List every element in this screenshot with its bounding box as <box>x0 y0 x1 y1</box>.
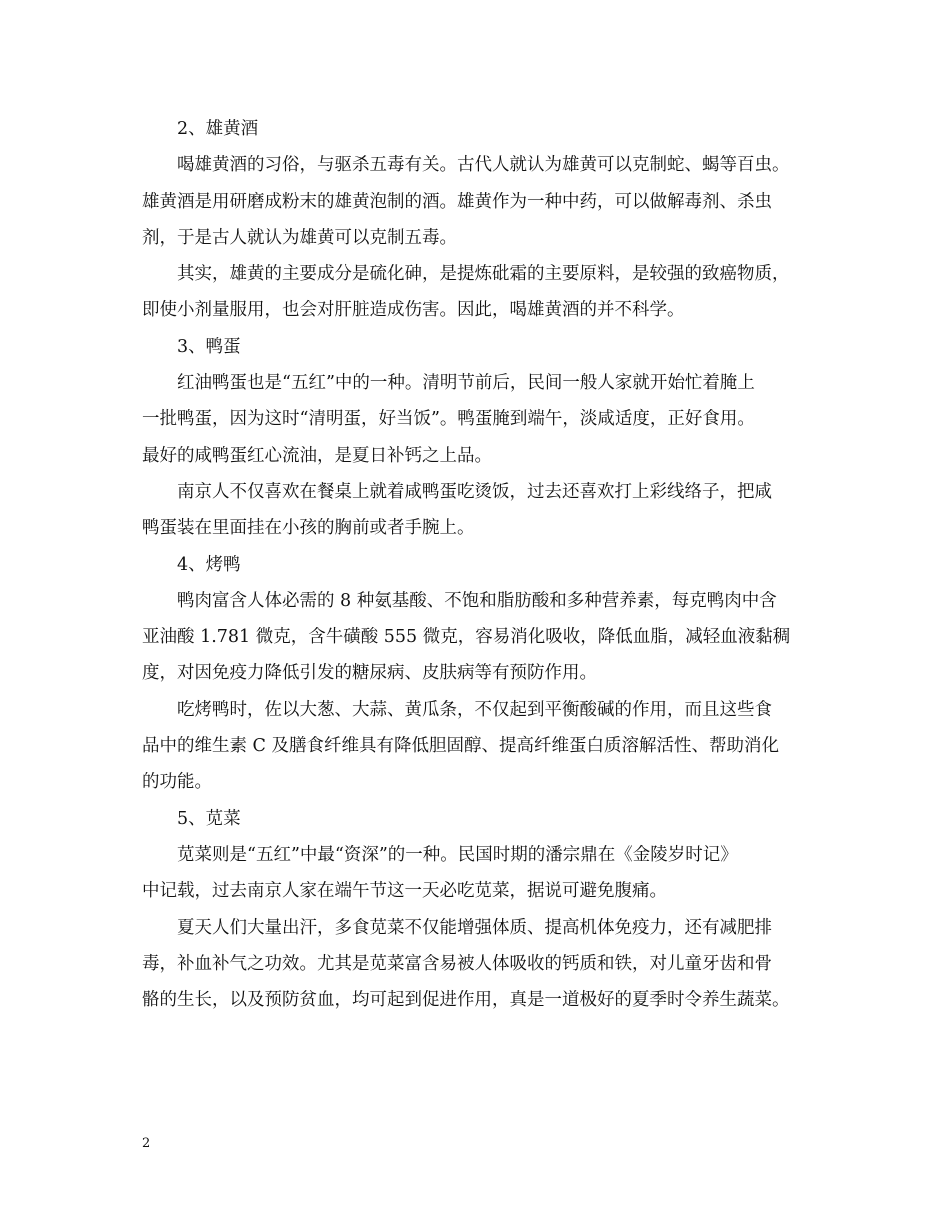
text-line: 2、雄黄酒 <box>177 119 259 139</box>
text-line: 即使小剂量服用，也会对肝脏造成伤害。因此，喝雄黄酒的并不科学。 <box>142 300 685 321</box>
text-line: 一批鸭蛋，因为这时“清明蛋，好当饭”。鸭蛋腌到端午，淡咸适度，正好食用。 <box>142 409 755 430</box>
text-line: 骼的生长，以及预防贫血，均可起到促进作用，真是一道极好的夏季时令养生蔬菜。 <box>142 990 790 1011</box>
text-line: 的功能。 <box>142 772 212 793</box>
page-number: 2 <box>142 1136 151 1151</box>
text-line: 4、烤鸭 <box>177 554 241 575</box>
text-line: 吃烤鸭时，佐以大葱、大蒜、黄瓜条，不仅起到平衡酸碱的作用，而且这些食 <box>177 699 772 720</box>
text-line: 雄黄酒是用研磨成粉末的雄黄泡制的酒。雄黄作为一种中药，可以做解毒剂、杀虫 <box>142 191 772 212</box>
document-body <box>142 111 818 1018</box>
text-line: 3、鸭蛋 <box>177 336 241 357</box>
text-line: 南京人不仅喜欢在餐桌上就着咸鸭蛋吃烫饭，过去还喜欢打上彩线络子，把咸 <box>177 481 772 502</box>
text-line: 亚油酸 1.781 微克，含牛磺酸 555 微克，容易消化吸收，降低血脂，减轻血液黏稠 <box>142 627 791 648</box>
text-line: 鸭肉富含人体必需的 8 种氨基酸、不饱和脂肪酸和多种营养素，每克鸭肉中含 <box>177 590 777 611</box>
text-line: 鸭蛋装在里面挂在小孩的胸前或者手腕上。 <box>142 518 475 539</box>
text-line: 品中的维生素 C 及膳食纤维具有降低胆固醇、提高纤维蛋白质溶解活性、帮助消化 <box>142 736 780 757</box>
text-line: 夏天人们大量出汗，多食苋菜不仅能增强体质、提高机体免疫力，还有减肥排 <box>177 917 772 938</box>
text-line: 最好的咸鸭蛋红心流油，是夏日补钙之上品。 <box>142 445 492 466</box>
text-line: 剂，于是古人就认为雄黄可以克制五毒。 <box>142 227 457 248</box>
text-line: 中记载，过去南京人家在端午节这一天必吃苋菜，据说可避免腹痛。 <box>142 881 667 902</box>
text-line: 红油鸭蛋也是“五红”中的一种。清明节前后，民间一般人家就开始忙着腌上 <box>177 373 755 394</box>
text-line: 其实，雄黄的主要成分是硫化砷，是提炼砒霜的主要原料，是较强的致癌物质， <box>177 264 790 285</box>
text-line: 度，对因免疫力降低引发的糖尿病、皮肤病等有预防作用。 <box>142 663 597 684</box>
text-line: 苋菜则是“五红”中最“资深”的一种。民国时期的潘宗鼎在《金陵岁时记》 <box>177 844 738 865</box>
text-line: 5、苋菜 <box>177 808 241 829</box>
text-line: 毒，补血补气之功效。尤其是苋菜富含易被人体吸收的钙质和铁，对儿童牙齿和骨 <box>142 953 772 974</box>
text-line: 喝雄黄酒的习俗，与驱杀五毒有关。古代人就认为雄黄可以克制蛇、蝎等百虫。 <box>177 155 790 176</box>
